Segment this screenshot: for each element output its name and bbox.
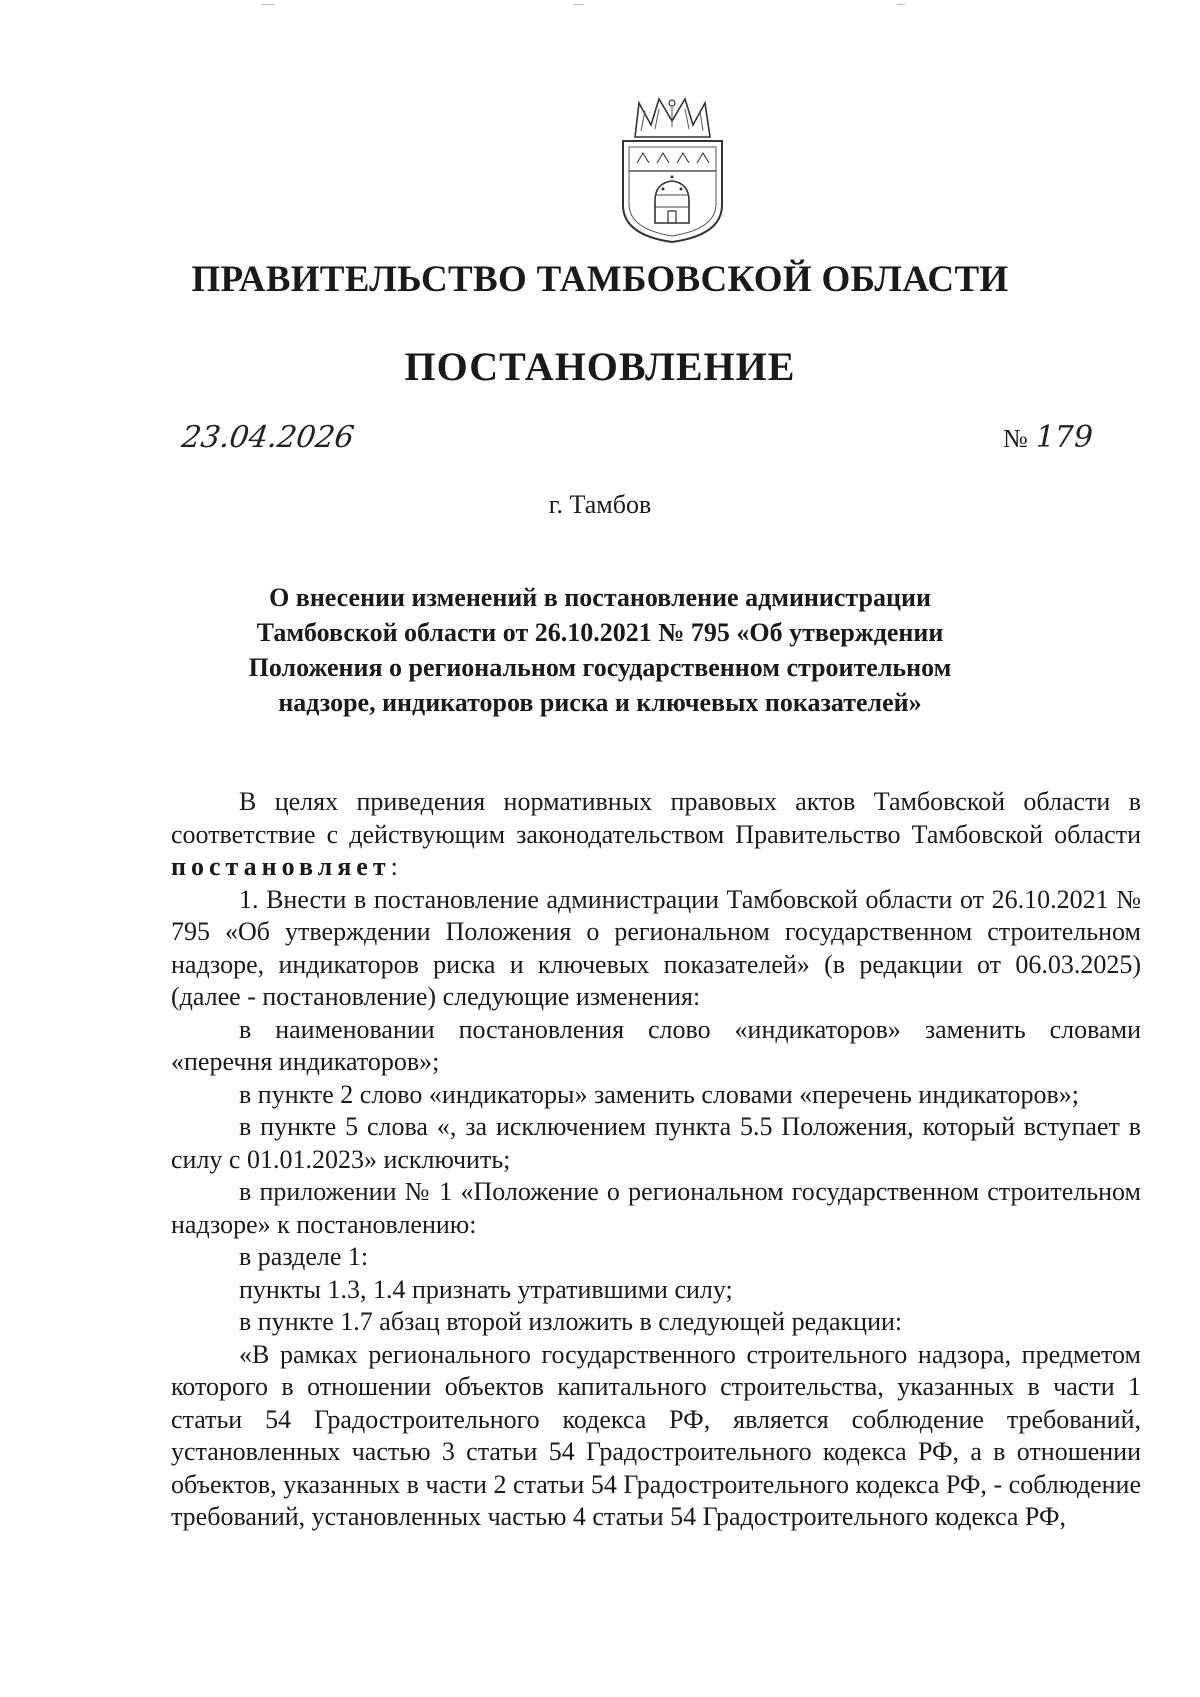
- body-paragraph: в пункте 2 слово «индикаторы» заменить словами «перечень индикаторов»;: [239, 1079, 1080, 1109]
- body-paragraph: в приложении № 1 «Положение о региональном государственном строительном надзоре» к постановлению:: [171, 1177, 1141, 1239]
- body-paragraph: пункты 1.3, 1.4 признать утратившими силу;: [239, 1274, 733, 1304]
- intro-text: В целях приведения нормативных правовых актов Тамбовской области в соответствие с действующим законодательством Правительство Тамбовской области: [171, 787, 1141, 849]
- document-type: ПОСТАНОВЛЕНИЕ: [404, 344, 796, 389]
- intro-paragraph: [171, 786, 1141, 884]
- body-paragraph: в наименовании постановления слово «индикаторов» заменить словами «перечня индикаторов»;: [171, 1014, 1141, 1076]
- number-sign: №: [1003, 424, 1028, 453]
- number-value: 179: [1035, 420, 1094, 455]
- document-number: [1003, 420, 1093, 455]
- decree-keyword: постановляет: [171, 852, 391, 881]
- body-paragraph: «В рамках регионального государственного строительного надзора, предметом которого в отношении объектов капитального строительства, указанных в части 1 статьи 54 Градостроительного кодекса РФ, является соблюдение требований, установленных частью 3 статьи 54 Градостроительного кодекса РФ, а в отношении объектов, указанных в части 2 статьи 54 Градостроительного кодекса РФ, - соблюдение требований, установленных частью 4 статьи 54 Градостроительного кодекса РФ,: [171, 1339, 1141, 1531]
- body-paragraph: в пункте 1.7 абзац второй изложить в следующей редакции:: [239, 1307, 903, 1336]
- document-body: [171, 786, 1141, 1534]
- tambov-coat-of-arms-icon: [615, 95, 730, 245]
- body-paragraph: в разделе 1:: [239, 1242, 369, 1271]
- organization-name: ПРАВИТЕЛЬСТВО ТАМБОВСКОЙ ОБЛАСТИ: [191, 259, 1009, 300]
- city: г. Тамбов: [548, 490, 652, 519]
- body-paragraph: 1. Внести в постановление администрации Тамбовской области от 26.10.2021 № 795 «Об утверждении Положения о региональном государственном строительном надзоре, индикаторов риска и ключевых показателей» (в редакции от 06.03.2025) (далее - постановление) следующие изменения:: [171, 884, 1141, 1011]
- document-title: О внесении изменений в постановление администрации Тамбовской области от 26.10.2021 № 795 «Об утверждении Положения о региональном государственном строительном надзоре, индикаторов риска и ключевых показателей»: [248, 583, 952, 717]
- document-date: 23.04.2026: [179, 420, 357, 455]
- body-paragraph: в пункте 5 слова «, за исключением пункта 5.5 Положения, который вступает в силу с 01.01.2023» исключить;: [171, 1112, 1141, 1174]
- intro-colon: :: [390, 852, 398, 881]
